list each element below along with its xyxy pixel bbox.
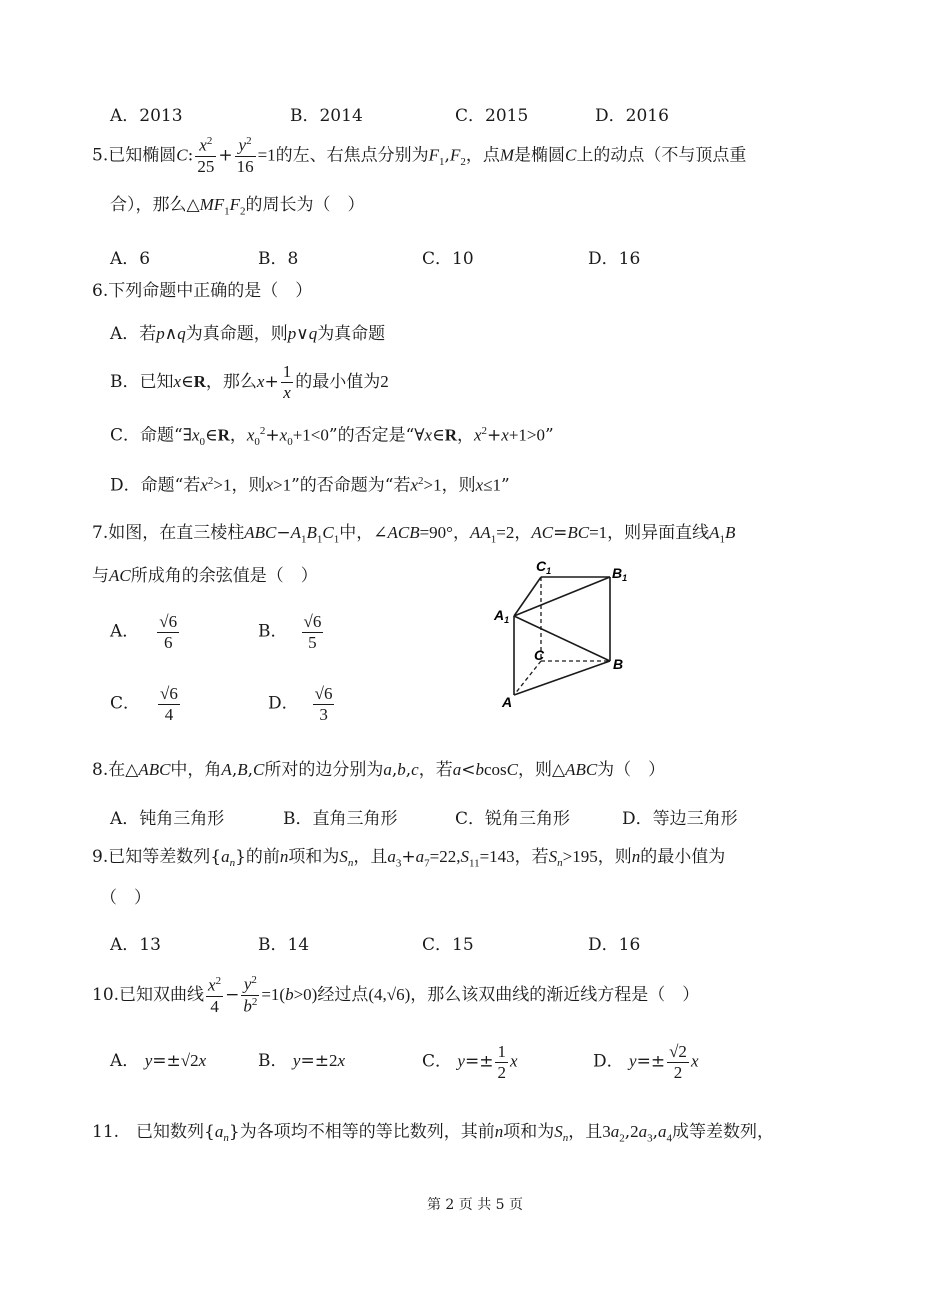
edge-a1-b	[514, 616, 610, 661]
q4-option-c: C．2015	[455, 106, 529, 126]
q9-option-c: C．15	[422, 935, 474, 955]
q7-option-b: B． $\frac{√6}{5}$	[258, 612, 322, 652]
label-b1: $B_1$	[612, 565, 628, 583]
q5-option-b: B．8	[258, 249, 299, 269]
q6-stem: 6.下列命题中正确的是（ ）	[92, 281, 313, 301]
page-footer: 第 2 页 共 5 页	[426, 1197, 524, 1213]
label-b: B	[613, 656, 624, 672]
q6-option-d: D．命题“若$x^2>1$，则x>1”的否命题为“若$x^2>1$，则x≤1”	[110, 475, 510, 496]
q9-stem-line2: （ ）	[100, 888, 151, 908]
q7-option-c: C． $\frac{√6}{4}$	[110, 684, 178, 724]
label-c1: $C_1$	[536, 558, 552, 576]
q10-stem: 10.已知双曲线 $\frac{x^2}{4}$ − $\frac{y^2}{b^2}$ =1(b>0)经过点(4,√6)，那么该双曲线的渐近线方程是（ ）	[92, 974, 700, 1017]
q6-option-c: C．命题“$\exists x_0\in R$，$x_0^2+x_0+1<0$”的否定是“∀x∈R，$x^2+x+1>0$”	[110, 425, 554, 449]
q8-option-a: A．钝角三角形	[110, 809, 225, 829]
label-a1: $A_1$	[494, 607, 510, 625]
q8-option-d: D．等边三角形	[622, 809, 738, 829]
prism-figure	[490, 555, 640, 715]
q7-stem: 7.如图，在直三棱柱$ABC-A_1B_1C_1$中，∠ACB=90°，$AA_1=2$，AC=BC=1，则异面直线$A_1B$	[92, 523, 736, 546]
q5-stem: 5.已知椭圆C: $\frac{x^2}{25}$ + $\frac{y^2}{16}$ =1的左、右焦点分别为$F_1,F_2$，点M是椭圆C上的动点（不与顶点重	[92, 135, 747, 177]
q5-option-d: D．16	[588, 249, 641, 269]
q10-option-d: D． y=± $\frac{√2}{2}$ x	[593, 1042, 699, 1082]
label-c: C	[534, 647, 545, 663]
q7-option-d: D． $\frac{√6}{3}$	[268, 684, 333, 724]
label-a: A	[502, 694, 513, 710]
q4-option-d: D．2016	[595, 106, 669, 126]
q9-option-d: D．16	[588, 935, 641, 955]
q9-option-a: A．13	[110, 935, 161, 955]
q11-stem: 11. 已知数列$\{a_n\}$为各项均不相等的等比数列，其前n项和为$S_n$，且$3a_2,2a_3,a_4$成等差数列，	[92, 1122, 775, 1145]
q8-stem: 8.在△ABC中，角A,B,C所对的边分别为a,b,c，若a<bcosC，则△ABC为（ ）	[92, 760, 666, 780]
q6-option-a: A．若p∧q为真命题，则p∨q为真命题	[110, 324, 386, 344]
edge-a-b	[514, 661, 610, 695]
q6-option-b: B．已知x∈R，那么x+ $\frac{1}{x}$ 的最小值为2	[110, 362, 389, 402]
q5-option-c: C．10	[422, 249, 474, 269]
q7-option-a: A． $\frac{√6}{6}$	[110, 612, 178, 652]
q4-option-a: A．2013	[110, 106, 183, 126]
q5-option-a: A．6	[110, 249, 151, 269]
q8-option-b: B．直角三角形	[283, 809, 398, 829]
q10-option-a: A． y=±√2x	[110, 1051, 207, 1071]
q7-stem-line2: 与AC所成角的余弦值是（ ）	[92, 566, 318, 586]
q10-option-b: B． y=±2x	[258, 1051, 345, 1071]
q8-option-c: C．锐角三角形	[455, 809, 571, 829]
q9-stem: 9.已知等差数列$\{a_n\}$的前n项和为$S_n$，且$a_3+a_7=22,S_{11}=143$，若$S_n>195$，则n的最小值为	[92, 847, 726, 870]
q5-stem-line2: 合），那么$\triangle MF_1F_2$的周长为（ ）	[110, 195, 365, 218]
q9-option-b: B．14	[258, 935, 310, 955]
q10-option-c: C． y=± $\frac{1}{2}$ x	[422, 1042, 518, 1082]
q4-option-b: B．2014	[290, 106, 363, 126]
